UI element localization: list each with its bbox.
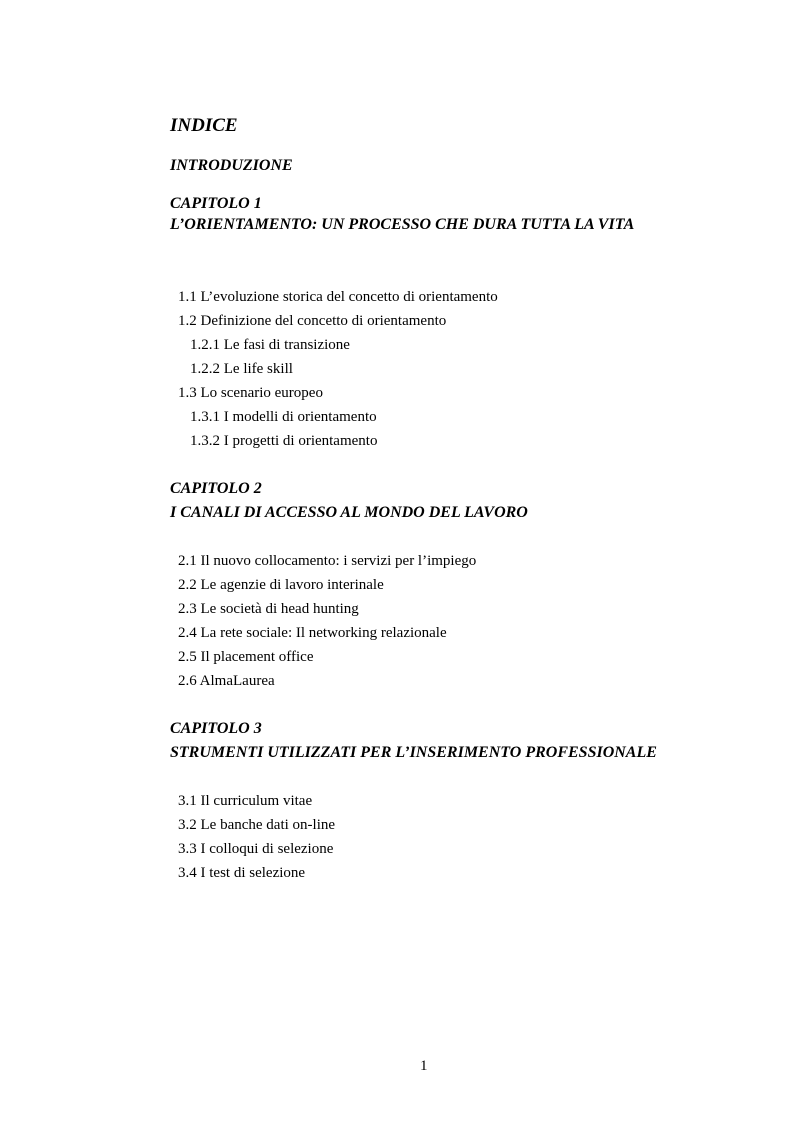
toc-entry-1-2-1: 1.2.1 Le fasi di transizione [190, 337, 350, 353]
toc-entry-1-3-1: 1.3.1 I modelli di orientamento [190, 409, 377, 425]
toc-entry-1-3: 1.3 Lo scenario europeo [178, 385, 323, 401]
introduction-heading: INTRODUZIONE [170, 157, 293, 174]
toc-entry-3-1: 3.1 Il curriculum vitae [178, 793, 313, 809]
toc-entry-1-2: 1.2 Definizione del concetto di orientamento [178, 313, 447, 329]
toc-entry-2-6: 2.6 AlmaLaurea [178, 673, 275, 689]
toc-entry-2-3: 2.3 Le società di head hunting [178, 601, 359, 617]
toc-entry-2-1: 2.1 Il nuovo collocamento: i servizi per l’impiego [178, 553, 477, 569]
chapter-3-label: CAPITOLO 3 [170, 720, 262, 737]
index-title: INDICE [170, 115, 238, 136]
toc-entry-1-2-2: 1.2.2 Le life skill [190, 361, 293, 377]
toc-entry-2-2: 2.2 Le agenzie di lavoro interinale [178, 577, 384, 593]
chapter-3-title: STRUMENTI UTILIZZATI PER L’INSERIMENTO PROFESSIONALE [170, 744, 657, 761]
toc-entry-3-3: 3.3 I colloqui di selezione [178, 841, 334, 857]
chapter-2-label: CAPITOLO 2 [170, 480, 262, 497]
toc-entry-3-2: 3.2 Le banche dati on-line [178, 817, 336, 833]
page-number: 1 [420, 1058, 428, 1074]
toc-entry-1-3-2: 1.3.2 I progetti di orientamento [190, 433, 378, 449]
toc-entry-2-5: 2.5 Il placement office [178, 649, 314, 665]
chapter-1-label: CAPITOLO 1 [170, 195, 262, 212]
toc-entry-3-4: 3.4 I test di selezione [178, 865, 306, 881]
toc-entry-1-1: 1.1 L’evoluzione storica del concetto di orientamento [178, 289, 498, 305]
toc-entry-2-4: 2.4 La rete sociale: Il networking relazionale [178, 625, 447, 641]
chapter-1-title: L’ORIENTAMENTO: UN PROCESSO CHE DURA TUTTA LA VITA [170, 216, 635, 233]
chapter-2-title: I CANALI DI ACCESSO AL MONDO DEL LAVORO [170, 504, 528, 521]
